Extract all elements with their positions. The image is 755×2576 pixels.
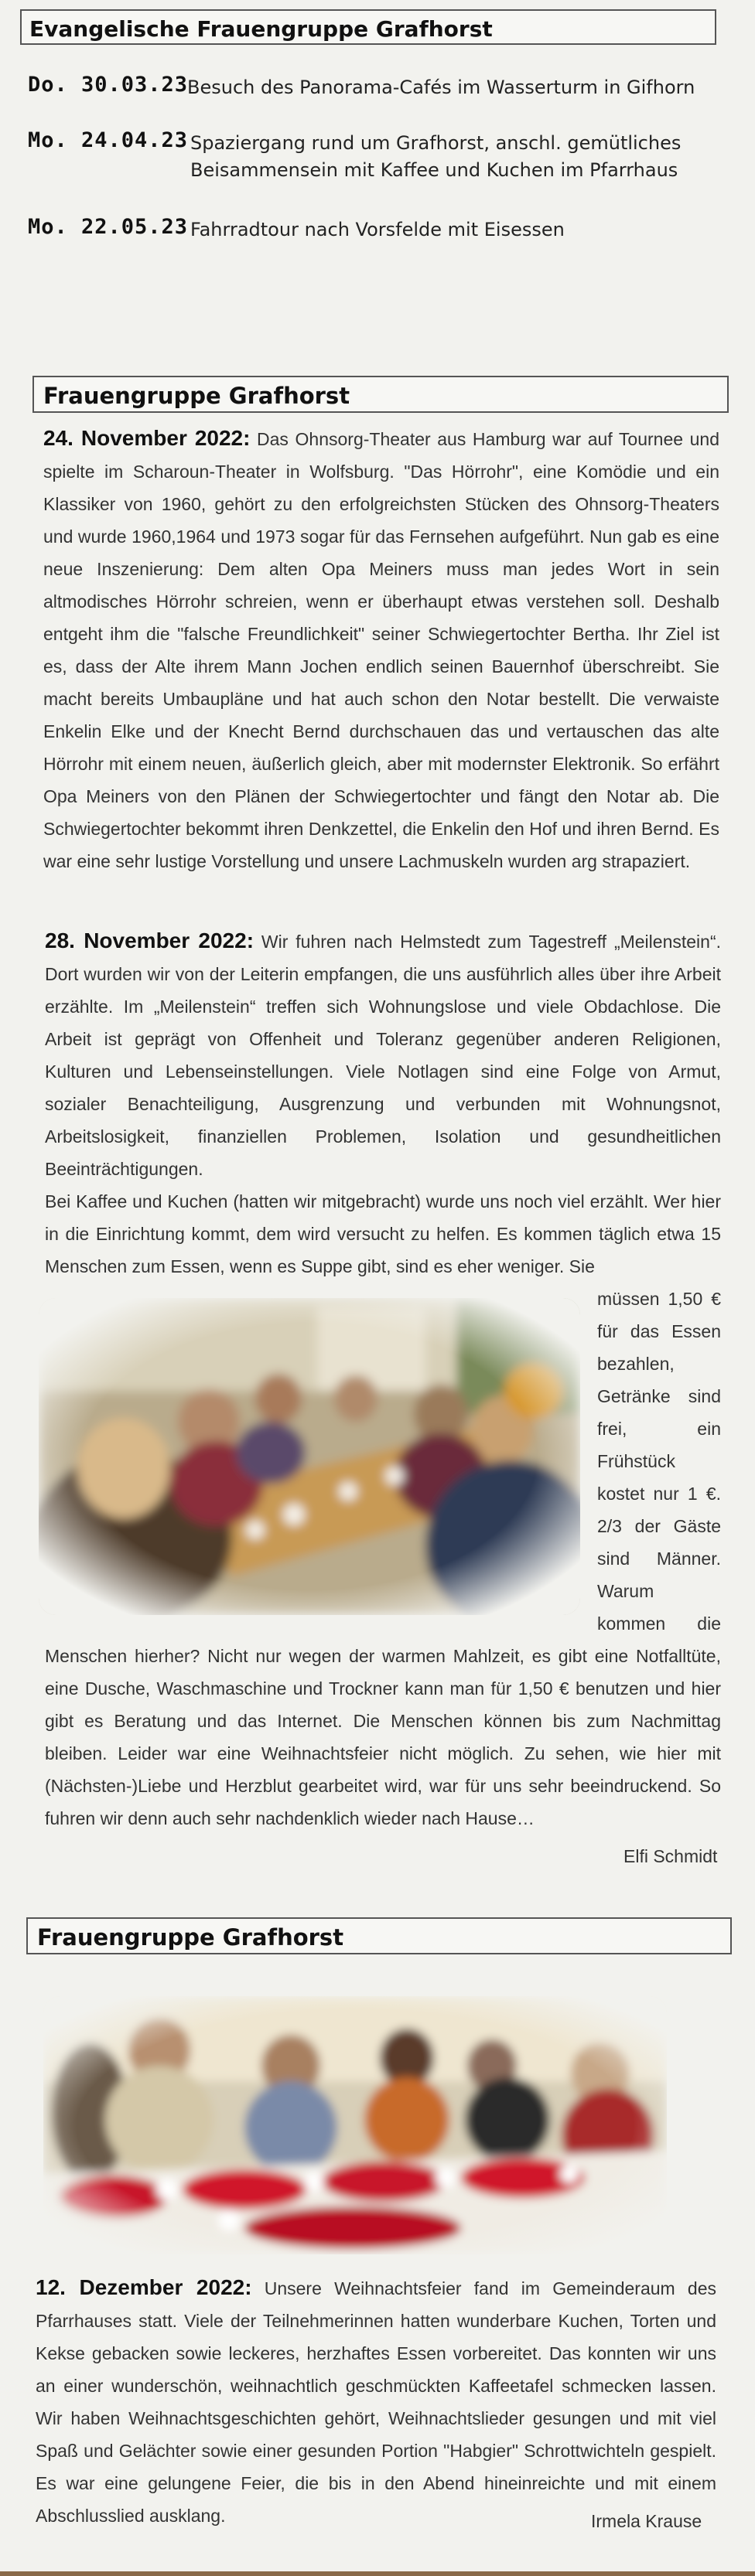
article-body: Wir fuhren nach Helmstedt zum Tagestreff „Meilenstein“. Dort wurden wir von der Leiterin empfangen, die uns ausführlich alles über ihre Arbeit erzählte. Im „Meilenstein“ treffen sich Wohnungslose und viele Obdachlose. Die Arbeit ist geprägt von Offenheit und Toleranz gegenüber anderen Religionen, Kulturen und Lebenseinstellungen. Viele Notlagen sind eine Folge von Armut, sozialer Benachteiligung, Ausgrenzung und verbunden mit Wohnungsnot, Arbeitslosigkeit, finanziellen Problemen, Isolation und gesundheitlichen Beeinträchtigungen. xyxy=(45,932,721,1179)
article-november-24 xyxy=(43,422,719,877)
author-signature: Irmela Krause xyxy=(591,2511,702,2531)
section-title-frauengruppe-2: Frauengruppe Grafhorst xyxy=(26,1917,732,1954)
meilenstein-group-photo xyxy=(39,1298,580,1615)
article-heading: 12. Dezember 2022: xyxy=(36,2275,252,2299)
section-title-evangelische: Evangelische Frauengruppe Grafhorst xyxy=(20,9,716,45)
author-signature: Elfi Schmidt xyxy=(623,1846,718,1866)
event-description: Besuch des Panorama-Cafés im Wasserturm in Gifhorn xyxy=(187,77,695,98)
article-heading: 28. November 2022: xyxy=(45,929,255,952)
article-body-wrap: müssen 1,50 € für das Essen bezahlen, Getränke sind frei, ein Frühstück kostet nur 1 €. 2/3 der Gäste sind Männer. Warum kommen die Menschen hierher? Nicht nur wegen der warmen Mahlzeit, es gibt eine Notfalltüte, eine Dusche, Waschmaschine und Trockner kann man für 1,50 € benutzen und hier gibt es Beratung und das Internet. Die Menschen können bis zum Nachmittag bleiben. Leider war eine Weihnachtsfeier nicht möglich. Zu sehen, wie hier mit (Nächsten-)Liebe und Herzblut gearbeitet wird, war für uns sehr beeindruckend. So fuhren wir denn auch sehr nachdenklich wieder nach Hause… xyxy=(45,1289,721,1828)
article-december-12 xyxy=(36,2271,716,2532)
page-bottom-border xyxy=(0,2571,755,2576)
article-body: Unsere Weihnachtsfeier fand im Gemeinderaum des Pfarrhauses statt. Viele der Teilnehmerinnen hatten wunderbare Kuchen, Torten und Kekse gebacken sowie leckeres, herzhaftes Essen vorbereitet. Das konnten wir uns an einer wunderschön, weihnachtlich geschmückten Kaffeetafel schmecken lassen. Wir haben Weihnachtsgeschichten gehört, Weihnachtslieder gesungen und mit viel Spaß und Gelächter sowie einer gesunden Portion "Habgier" Schrottwichteln gespielt. Es war eine gelungene Feier, die bis in den Abend hineinreichte und mit einem Abschlusslied ausklang. xyxy=(36,2278,716,2526)
event-description: Fahrradtour nach Vorsfelde mit Eisessen xyxy=(190,219,565,240)
event-date: Do. 30.03.23 xyxy=(28,73,189,97)
section-title-frauengruppe: Frauengruppe Grafhorst xyxy=(32,376,729,413)
article-november-28 xyxy=(45,925,721,1835)
article-body-continued: Bei Kaffee und Kuchen (hatten wir mitgebracht) wurde uns noch viel erzählt. Wer hier in die Einrichtung kommt, dem wird versucht zu helfen. Es kommen täglich etwa 15 Menschen zum Essen, wenn es Suppe gibt, sind es eher weniger. Sie xyxy=(45,1191,721,1276)
event-date: Mo. 24.04.23 xyxy=(28,128,189,152)
event-date: Mo. 22.05.23 xyxy=(28,215,189,239)
christmas-party-photo xyxy=(43,1996,667,2254)
event-description: Spaziergang rund um Grafhorst, anschl. gemütliches Beisammensein mit Kaffee und Kuchen im Pfarrhaus xyxy=(190,132,682,181)
article-body: Das Ohnsorg-Theater aus Hamburg war auf Tournee und spielte im Scharoun-Theater in Wolfsburg. "Das Hörrohr", eine Komödie und ein Klassiker von 1960, gehört zu den erfolgreichsten Stücken des Ohnsorg-Theaters und wurde 1960,1964 und 1973 sogar für das Fernsehen aufgeführt. Nun gab es eine neue Inszenierung: Dem alten Opa Meiners muss man jedes Wort in sein altmodisches Hörrohr schreien, wenn er überhaupt etwas verstehen soll. Deshalb entgeht ihm die "falsche Freundlichkeit" seiner Schwiegertochter Bertha. Ihr Ziel ist es, dass der Alte ihrem Mann Jochen endlich seinen Bauernhof überschreibt. Sie macht bereits Umbaupläne und hat auch schon den Notar bestellt. Die verwaiste Enkelin Elke und der Knecht Bernd durchschauen das und vertauschen das alte Hörrohr mit einem neuen, äußerlich gleich, aber mit modernster Elektronik. So erfährt Opa Meiners von den Plänen der Schwiegertochter und fängt den Notar ab. Die Schwiegertochter bekommt ihren Denkzettel, die Enkelin den Hof und ihren Bernd. Es war eine sehr lustige Vorstellung und unsere Lachmuskeln wurden arg strapaziert. xyxy=(43,429,719,871)
article-heading: 24. November 2022: xyxy=(43,426,251,450)
